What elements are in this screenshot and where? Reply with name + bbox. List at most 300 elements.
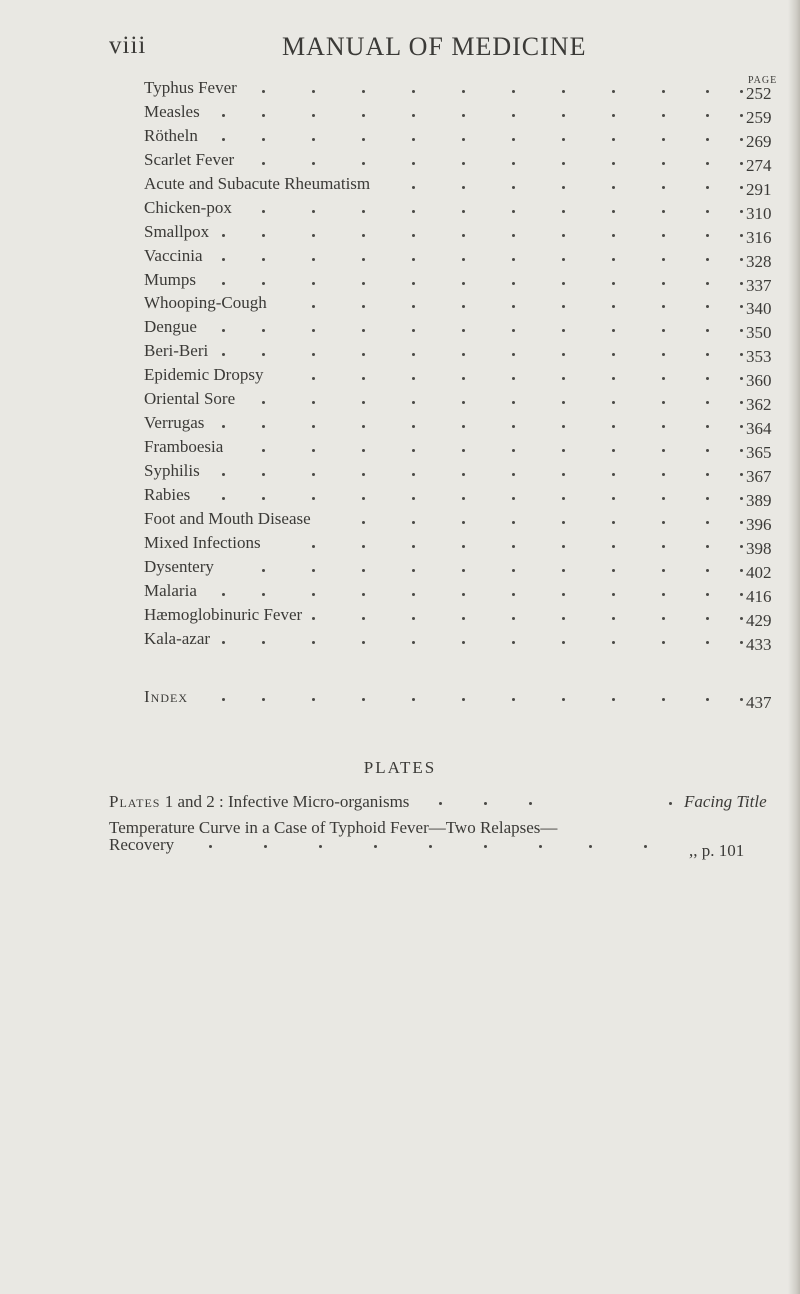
leader-dot (222, 138, 225, 141)
toc-entry (144, 628, 774, 655)
leader-dot (312, 473, 315, 476)
leader-dot (264, 845, 267, 848)
leader-dot (512, 90, 515, 93)
leader-dot (412, 258, 415, 261)
leader-dot (374, 845, 377, 848)
leader-dot (612, 569, 615, 572)
leader-dot (740, 521, 743, 524)
leader-dot (412, 234, 415, 237)
leader-dot (362, 473, 365, 476)
leader-dot (512, 425, 515, 428)
leader-dot (706, 353, 709, 356)
leader-dot (612, 258, 615, 261)
plate-label (109, 792, 409, 812)
leader-dot (562, 617, 565, 620)
leader-dot (439, 802, 442, 805)
leader-dot (562, 545, 565, 548)
leader-dot (706, 545, 709, 548)
leader-dot (740, 234, 743, 237)
leader-dot (412, 353, 415, 356)
toc-entry (144, 367, 774, 391)
leader-dot (562, 353, 565, 356)
leader-dot (362, 329, 365, 332)
toc-entry-title: Typhus Fever (144, 78, 237, 97)
leader-dot (562, 258, 565, 261)
leader-dot (740, 353, 743, 356)
leader-dot (662, 617, 665, 620)
leader-dot (362, 114, 365, 117)
leader-dot (740, 641, 743, 644)
toc-entry-index (144, 688, 774, 712)
leader-dot (262, 353, 265, 356)
plate-label: Recovery (109, 835, 175, 854)
leader-dot (412, 473, 415, 476)
leader-dot (362, 521, 365, 524)
leader-dot (312, 545, 315, 548)
leader-dot (462, 401, 465, 404)
leader-dot (662, 473, 665, 476)
toc-entry-title: Rabies (144, 484, 191, 504)
leader-dot (562, 521, 565, 524)
leader-dot (222, 698, 225, 701)
leader-dot (222, 353, 225, 356)
leader-dot (412, 210, 415, 213)
leader-dots (144, 245, 716, 270)
leader-dot (740, 210, 743, 213)
toc-entry (144, 343, 774, 367)
leader-dot (512, 473, 515, 476)
leader-dots (144, 580, 716, 605)
leader-dot (512, 593, 515, 596)
leader-dot (612, 329, 615, 332)
leader-dot (512, 162, 515, 165)
toc-entry (144, 532, 774, 559)
plate-reference: ,, p. 101 (689, 841, 745, 860)
leader-dot (512, 377, 515, 380)
toc-entry (144, 269, 774, 296)
leader-dots (144, 197, 716, 222)
leader-dot (740, 114, 743, 117)
leader-dot (412, 698, 415, 701)
leader-dot (562, 569, 565, 572)
leader-dot (412, 377, 415, 380)
toc-entry (144, 439, 774, 463)
leader-dot (740, 617, 743, 620)
leader-dot (462, 377, 465, 380)
leader-dot (222, 114, 225, 117)
leader-dot (740, 449, 743, 452)
leader-dot (512, 521, 515, 524)
plates-heading: PLATES (363, 758, 437, 777)
leader-dot (612, 521, 615, 524)
leader-dot (512, 234, 515, 237)
leader-dots (144, 149, 716, 174)
leader-dot (740, 377, 743, 380)
toc-entry (144, 295, 774, 319)
toc-entry (144, 197, 774, 224)
leader-dot (612, 617, 615, 620)
leader-dot (612, 545, 615, 548)
leader-dot (740, 698, 743, 701)
toc-entry-title: Scarlet Fever (144, 149, 235, 169)
leader-dot (412, 138, 415, 141)
leader-dot (412, 186, 415, 189)
leader-dot (222, 425, 225, 428)
leader-dot (412, 449, 415, 452)
leader-dot (706, 473, 709, 476)
leader-dot (412, 617, 415, 620)
leader-dot (562, 234, 565, 237)
toc-entry (144, 173, 774, 200)
leader-dot (612, 698, 615, 701)
leader-dot (706, 305, 709, 308)
leader-dots (144, 628, 716, 653)
leader-dot (512, 305, 515, 308)
leader-dot (562, 114, 565, 117)
leader-dot (562, 305, 565, 308)
leader-dot (312, 258, 315, 261)
toc-entry-page: 364 (746, 419, 772, 439)
leader-dot (562, 186, 565, 189)
leader-dot (612, 641, 615, 644)
leader-dot (740, 282, 743, 285)
toc-entry-title: Whooping-Cough (144, 293, 267, 313)
leader-dot (740, 329, 743, 332)
leader-dot (662, 162, 665, 165)
toc-entry-page: 416 (746, 586, 772, 606)
leader-dot (412, 114, 415, 117)
leader-dot (312, 425, 315, 428)
leader-dot (462, 258, 465, 261)
leader-dots (144, 508, 716, 533)
toc-entry-title: Rötheln (144, 125, 198, 145)
leader-dots (144, 367, 716, 389)
leader-dot (209, 845, 212, 848)
leader-dot (312, 449, 315, 452)
toc-entry (144, 484, 774, 511)
leader-dot (512, 401, 515, 404)
plate-entry (109, 792, 779, 816)
leader-dot (662, 138, 665, 141)
leader-dot (706, 617, 709, 620)
leader-dot (362, 401, 365, 404)
leader-dots (144, 391, 716, 413)
leader-dot (612, 593, 615, 596)
leader-dot (562, 138, 565, 141)
leader-dot (312, 234, 315, 237)
leader-dot (662, 569, 665, 572)
toc-entry-title: Framboesia (144, 437, 224, 457)
leader-dot (429, 845, 432, 848)
leader-dot (562, 90, 565, 93)
leader-dot (662, 353, 665, 356)
leader-dot (262, 90, 265, 93)
leader-dot (706, 90, 709, 93)
leader-dot (529, 802, 532, 805)
leader-dot (662, 90, 665, 93)
toc-entry-title: Index (144, 687, 188, 706)
leader-dot (312, 353, 315, 356)
leader-dot (669, 802, 672, 805)
leader-dots (144, 343, 716, 365)
toc-entry-page: 328 (746, 251, 772, 271)
leader-dot (612, 497, 615, 500)
leader-dot (662, 329, 665, 332)
leader-dot (662, 305, 665, 308)
leader-dot (262, 569, 265, 572)
leader-dot (612, 162, 615, 165)
leader-dot (262, 425, 265, 428)
leader-dot (262, 698, 265, 701)
toc-entry (144, 221, 774, 248)
leader-dot (706, 425, 709, 428)
leader-dot (362, 353, 365, 356)
leader-dots (144, 80, 716, 102)
leader-dot (462, 210, 465, 213)
leader-dot (562, 641, 565, 644)
leader-dot (662, 210, 665, 213)
toc-entry-page: 362 (746, 395, 772, 415)
leader-dot (222, 258, 225, 261)
leader-dot (312, 377, 315, 380)
leader-dot (512, 210, 515, 213)
leader-dot (312, 282, 315, 285)
leader-dot (484, 802, 487, 805)
leader-dot (512, 569, 515, 572)
leader-dot (589, 845, 592, 848)
leader-dots (144, 101, 716, 126)
leader-dot (512, 641, 515, 644)
plate-label-rest: 1 and 2 : Infective Micro-organisms (164, 792, 410, 811)
toc-entry-title: Dengue (144, 317, 197, 337)
leader-dot (706, 698, 709, 701)
leader-dot (412, 162, 415, 165)
leader-dot (262, 401, 265, 404)
leader-dot (412, 521, 415, 524)
leader-dot (484, 845, 487, 848)
page-column-label: PAGE (748, 75, 778, 86)
leader-dot (222, 473, 225, 476)
leader-dot (612, 473, 615, 476)
leader-dot (562, 593, 565, 596)
leader-dot (462, 641, 465, 644)
leader-dot (612, 234, 615, 237)
leader-dot (462, 282, 465, 285)
toc-entry-page: 396 (746, 514, 772, 534)
leader-dot (612, 114, 615, 117)
leader-dots (144, 173, 716, 198)
leader-dots (144, 415, 716, 437)
leader-dot (740, 258, 743, 261)
leader-dot (362, 698, 365, 701)
leader-dot (262, 162, 265, 165)
leader-dot (706, 521, 709, 524)
leader-dot (740, 90, 743, 93)
leader-dot (662, 186, 665, 189)
leader-dots (144, 463, 716, 485)
leader-dot (462, 353, 465, 356)
leader-dot (562, 377, 565, 380)
leader-dot (706, 258, 709, 261)
leader-dot (740, 162, 743, 165)
leader-dot (662, 258, 665, 261)
plate-label-prefix: Plates (109, 792, 161, 811)
toc-entry-title: Hæmoglobinuric Fever (144, 604, 303, 624)
leader-dot (312, 617, 315, 620)
leader-dot (612, 186, 615, 189)
toc-entry-title: Vaccinia (144, 245, 203, 265)
toc-entry (144, 149, 774, 176)
leader-dots (144, 269, 716, 294)
leader-dot (512, 353, 515, 356)
toc-entry-title: Foot and Mouth Disease (144, 508, 311, 528)
leader-dot (262, 258, 265, 261)
leader-dot (662, 114, 665, 117)
leader-dot (462, 497, 465, 500)
leader-dot (222, 282, 225, 285)
leader-dot (312, 162, 315, 165)
leader-dots (144, 556, 716, 581)
leader-dot (362, 234, 365, 237)
leader-dot (462, 90, 465, 93)
leader-dot (312, 698, 315, 701)
leader-dot (662, 521, 665, 524)
toc-entry-title: Mixed Infections (144, 532, 261, 552)
toc-entry-title: Verrugas (144, 413, 205, 433)
leader-dot (662, 449, 665, 452)
leader-dot (262, 282, 265, 285)
leader-dots (144, 484, 716, 509)
toc-entry-page: 269 (746, 131, 772, 151)
toc-entry-page: 259 (746, 107, 772, 127)
leader-dot (362, 545, 365, 548)
leader-dot (706, 282, 709, 285)
toc-entry (144, 319, 774, 343)
toc-entry-page: 437 (746, 693, 772, 712)
leader-dot (562, 210, 565, 213)
leader-dot (562, 329, 565, 332)
leader-dot (262, 234, 265, 237)
leader-dot (740, 545, 743, 548)
leader-dot (262, 593, 265, 596)
leader-dot (512, 545, 515, 548)
toc-entry-title: Chicken-pox (144, 197, 232, 217)
leader-dot (462, 138, 465, 141)
leader-dot (706, 138, 709, 141)
leader-dot (512, 698, 515, 701)
leader-dot (412, 593, 415, 596)
toc-entry-page: 389 (746, 490, 772, 510)
leader-dot (222, 234, 225, 237)
leader-dots (144, 319, 716, 341)
toc-entry-title: Kala-azar (144, 628, 211, 648)
leader-dot (706, 234, 709, 237)
leader-dot (222, 641, 225, 644)
leader-dot (222, 497, 225, 500)
leader-dot (412, 401, 415, 404)
leader-dot (562, 401, 565, 404)
leader-dot (662, 545, 665, 548)
leader-dot (262, 114, 265, 117)
leader-dot (612, 282, 615, 285)
leader-dot (362, 641, 365, 644)
leader-dot (362, 210, 365, 213)
toc-entry-page: 429 (746, 610, 772, 630)
toc-entry (144, 125, 774, 152)
leader-dot (462, 545, 465, 548)
leader-dot (662, 641, 665, 644)
toc-entry-page: 353 (746, 347, 772, 367)
leader-dot (706, 329, 709, 332)
leader-dot (412, 425, 415, 428)
leader-dot (562, 162, 565, 165)
leader-dot (706, 641, 709, 644)
toc-entry (144, 101, 774, 128)
toc-entry-title: Oriental Sore (144, 389, 236, 409)
leader-dot (362, 449, 365, 452)
leader-dot (262, 449, 265, 452)
toc-entry-page: 433 (746, 634, 772, 654)
leader-dot (740, 473, 743, 476)
toc-entry (144, 556, 774, 583)
leader-dot (312, 90, 315, 93)
leader-dot (740, 497, 743, 500)
leader-dot (612, 90, 615, 93)
leader-dots (144, 221, 716, 246)
leader-dot (612, 210, 615, 213)
leader-dot (362, 282, 365, 285)
toc-entry-title: Smallpox (144, 221, 210, 241)
leader-dot (740, 305, 743, 308)
toc-entry-title: Epidemic Dropsy (144, 365, 264, 385)
toc-entry (144, 245, 774, 272)
leader-dot (462, 186, 465, 189)
leader-dot (662, 698, 665, 701)
leader-dots (144, 125, 716, 150)
leader-dot (312, 305, 315, 308)
toc-entry-page: 367 (746, 467, 772, 486)
toc-entry-title: Beri-Beri (144, 341, 209, 361)
leader-dot (612, 353, 615, 356)
plate-entry-line: Temperature Curve in a Case of Typhoid Fever—Two Relapses— (109, 818, 558, 837)
leader-dot (462, 114, 465, 117)
leader-dot (662, 377, 665, 380)
toc-entry-page: 310 (746, 203, 772, 223)
leader-dot (412, 282, 415, 285)
leader-dot (706, 497, 709, 500)
page-edge-shadow (788, 0, 800, 1294)
toc-entry-title: Mumps (144, 269, 196, 289)
leader-dot (362, 593, 365, 596)
toc-entry (144, 415, 774, 439)
leader-dot (362, 162, 365, 165)
leader-dot (362, 497, 365, 500)
leader-dot (512, 186, 515, 189)
leader-dot (662, 425, 665, 428)
leader-dot (462, 162, 465, 165)
toc-entry (144, 580, 774, 607)
leader-dot (222, 593, 225, 596)
leader-dots (144, 439, 716, 461)
leader-dot (740, 593, 743, 596)
leader-dot (512, 617, 515, 620)
leader-dot (612, 425, 615, 428)
leader-dot (312, 401, 315, 404)
toc-entry-page: 350 (746, 323, 772, 343)
leader-dot (362, 305, 365, 308)
plate-reference: Facing Title (684, 792, 767, 811)
leader-dot (412, 569, 415, 572)
